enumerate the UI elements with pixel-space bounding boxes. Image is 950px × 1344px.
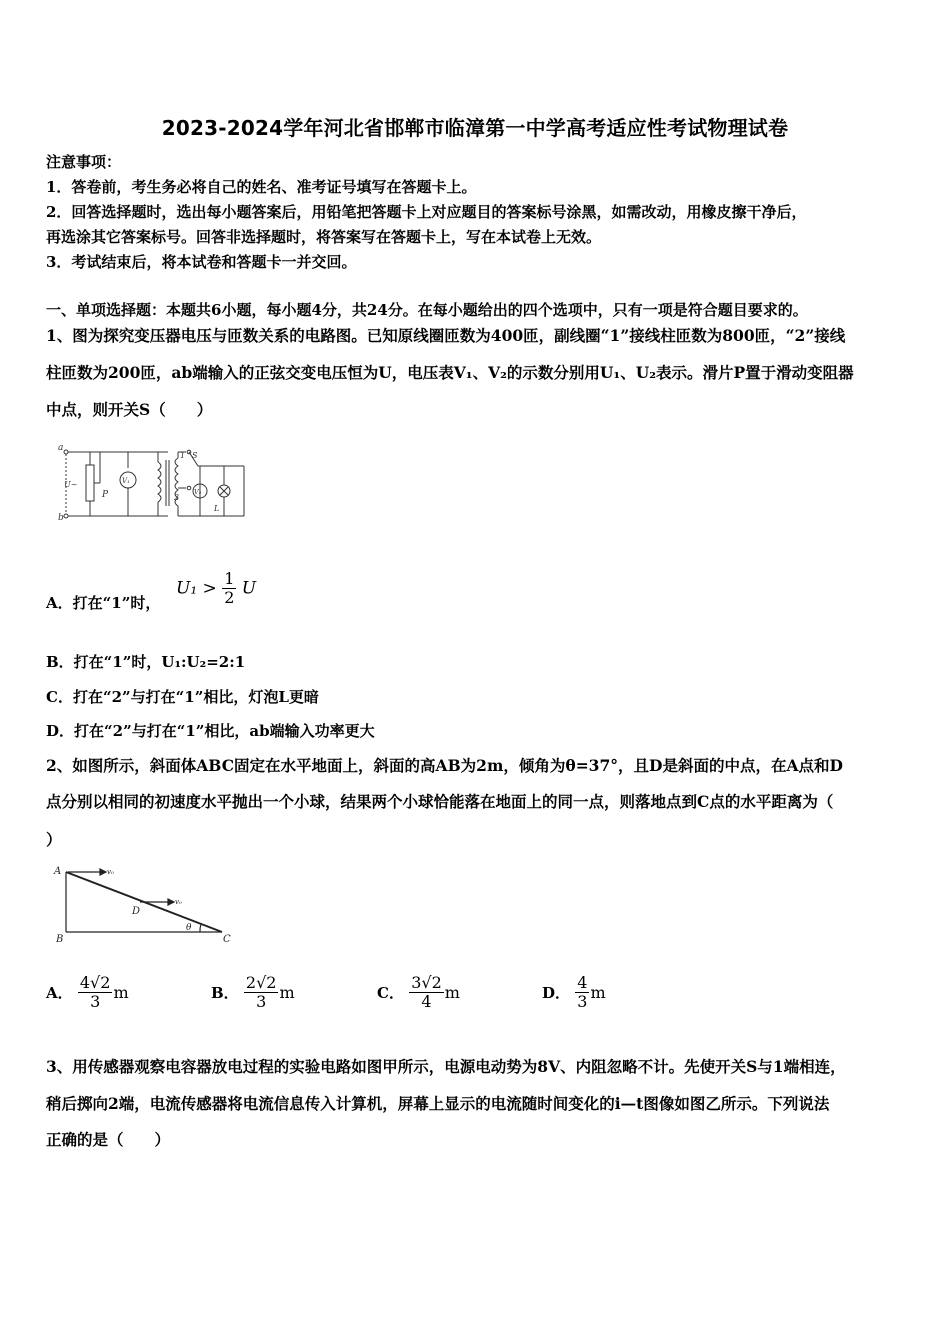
q1-option-a[interactable] bbox=[46, 592, 160, 613]
fraction-denominator: 2 bbox=[224, 588, 235, 607]
notice-item: 3．考试结束后，将本试卷和答题卡一并交回。 bbox=[46, 253, 357, 271]
fraction-denominator: 3 bbox=[256, 992, 267, 1011]
question-3-line: 正确的是（ ） bbox=[46, 1130, 171, 1149]
circuit-label: P bbox=[102, 490, 109, 500]
question-1-line: 1、图为探究变压器电压与匝数关系的电路图。已知原线圈匝数为400匝，副线圈“1”接线柱匝数为800匝，“2”接线 bbox=[46, 326, 846, 345]
option-label: A． bbox=[46, 984, 73, 1002]
fraction-numerator: 4√2 bbox=[79, 973, 111, 992]
q2-option-b[interactable] bbox=[211, 974, 295, 1011]
option-unit: m bbox=[279, 983, 295, 1002]
question-2-line: 点分别以相同的初速度水平抛出一个小球，结果两个小球恰能落在地面上的同一点，则落地点到C点的水平距离为（ bbox=[46, 792, 834, 811]
option-fraction bbox=[575, 974, 589, 1011]
q2-option-a[interactable] bbox=[46, 974, 129, 1011]
circuit-label: V₂ bbox=[194, 488, 202, 496]
fraction-numerator: 2√2 bbox=[245, 973, 277, 992]
section-heading: 一、单项选择题：本题共6小题，每小题4分，共24分。在每小题给出的四个选项中，只有一项是符合题目要求的。 bbox=[46, 301, 808, 319]
question-1-line: 中点，则开关S（ ） bbox=[46, 400, 213, 419]
option-label: C． bbox=[377, 984, 404, 1002]
question-3-line: 稍后掷向2端，电流传感器将电流信息传入计算机，屏幕上显示的电流随时间变化的i—t图像如图乙所示。下列说法 bbox=[46, 1094, 830, 1113]
incline-label: v₀ bbox=[107, 868, 114, 876]
incline-label: C bbox=[223, 934, 231, 944]
q2-option-d[interactable] bbox=[542, 974, 606, 1011]
formula-right: U bbox=[241, 578, 257, 599]
incline-label: D bbox=[132, 906, 141, 917]
circuit-label: b bbox=[58, 513, 64, 523]
circuit-label: U~ bbox=[64, 480, 78, 489]
fraction-numerator: 4 bbox=[577, 973, 588, 992]
circuit-label: L bbox=[214, 504, 220, 513]
transformer-circuit-figure bbox=[58, 440, 248, 525]
fraction-denominator: 3 bbox=[90, 992, 101, 1011]
q1-option-b[interactable]: B．打在“1”时，U₁:U₂=2:1 bbox=[46, 653, 246, 671]
q2-option-c[interactable] bbox=[377, 974, 460, 1011]
option-fraction bbox=[244, 974, 279, 1011]
circuit-label: S bbox=[192, 451, 198, 460]
notice-heading: 注意事项： bbox=[46, 153, 122, 171]
option-unit: m bbox=[444, 983, 460, 1002]
q1-option-c[interactable]: C．打在“2”与打在“1”相比，灯泡L更暗 bbox=[46, 688, 319, 706]
option-label: B． bbox=[211, 984, 239, 1002]
option-fraction bbox=[409, 974, 444, 1011]
circuit-label: a bbox=[58, 443, 64, 453]
fraction-denominator: 4 bbox=[421, 992, 432, 1011]
incline-label: A bbox=[54, 866, 62, 877]
circuit-label: V₁ bbox=[122, 477, 130, 485]
fraction-numerator: 1 bbox=[224, 569, 235, 588]
q1-option-d[interactable]: D．打在“2”与打在“1”相比，ab端输入功率更大 bbox=[46, 722, 375, 740]
question-3-line: 3、用传感器观察电容器放电过程的实验电路如图甲所示，电源电动势为8V、内阻忽略不计。先使开关S与1端相连， bbox=[46, 1057, 846, 1076]
circuit-label: 1 bbox=[180, 451, 186, 460]
q1-option-a-formula bbox=[176, 570, 256, 607]
fraction-numerator: 3√2 bbox=[411, 973, 442, 992]
question-2-line: 2、如图所示，斜面体ABC固定在水平地面上，斜面的高AB为2m，倾角为θ=37°，且D是斜面的中点，在A点和D bbox=[46, 756, 843, 775]
option-unit: m bbox=[113, 983, 129, 1002]
page-title: 2023-2024学年河北省邯郸市临漳第一中学高考适应性考试物理试卷 bbox=[161, 116, 789, 140]
incline-label: B bbox=[56, 934, 64, 944]
incline-figure bbox=[50, 862, 235, 944]
incline-label: θ bbox=[186, 923, 192, 933]
circuit-label: 2 bbox=[174, 493, 180, 502]
fraction-denominator: 3 bbox=[577, 992, 588, 1011]
option-unit: m bbox=[590, 983, 606, 1002]
notice-item: 2．回答选择题时，选出每小题答案后，用铅笔把答题卡上对应题目的答案标号涂黑，如需改动，用橡皮擦干净后， bbox=[46, 203, 807, 221]
incline-label: v₀ bbox=[175, 898, 182, 906]
notice-item: 1．答卷前，考生务必将自己的姓名、准考证号填写在答题卡上。 bbox=[46, 178, 477, 196]
notice-item: 再选涂其它答案标号。回答非选择题时，将答案写在答题卡上，写在本试卷上无效。 bbox=[46, 228, 602, 246]
question-1-line: 柱匝数为200匝，ab端输入的正弦交变电压恒为U，电压表V₁、V₂的示数分别用U₁、U₂表示。滑片P置于滑动变阻器 bbox=[46, 363, 854, 382]
option-label: D． bbox=[542, 984, 571, 1002]
q1-option-a-text: A．打在“1”时， bbox=[46, 594, 161, 612]
question-2-line: ） bbox=[46, 830, 62, 849]
option-fraction bbox=[78, 974, 113, 1011]
formula-fraction bbox=[222, 570, 236, 607]
formula-left: U₁ > bbox=[176, 578, 217, 599]
